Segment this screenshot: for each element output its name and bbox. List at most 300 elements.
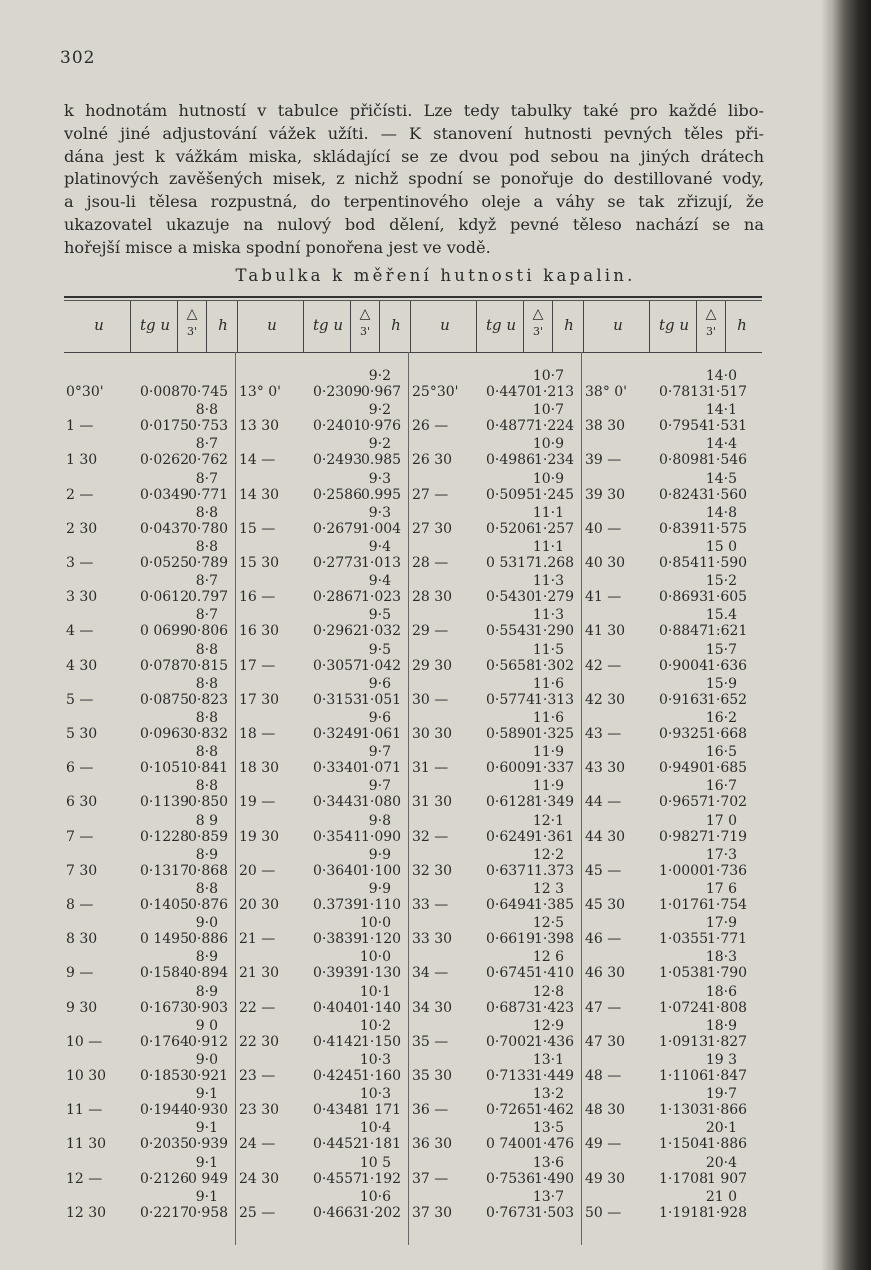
difference-value: 17·3 [705, 846, 737, 863]
difference-value: 9·3 [368, 470, 391, 487]
difference-value: 15 0 [705, 539, 737, 555]
angle-u: 17 30 [239, 691, 280, 708]
density-h: 1·160 [361, 1068, 402, 1084]
tangent-value: 1·0913 [659, 1033, 708, 1050]
tangent-value: 0·5658 [486, 657, 535, 674]
angle-u: 7 — [66, 828, 94, 845]
tangent-value: 0·0262 [140, 452, 189, 469]
density-h: 1·061 [361, 726, 402, 742]
difference-value: 8 9 [195, 812, 218, 829]
tangent-value: 0·2035 [140, 1136, 189, 1153]
density-h: 0·832 [188, 726, 229, 742]
tangent-value: 0·2586 [313, 486, 362, 503]
density-h: 1·100 [361, 862, 402, 879]
density-h: 0·967 [361, 384, 402, 400]
density-h: 1·771 [707, 931, 748, 948]
tangent-value: 0·7954 [659, 418, 708, 435]
angle-u: 37 — [412, 1170, 449, 1187]
density-h: 1·051 [361, 691, 402, 708]
header-u: u [94, 316, 104, 334]
tangent-value: 0·3939 [313, 965, 362, 982]
difference-value: 12·9 [532, 1017, 564, 1034]
difference-value: 10·3 [359, 1086, 391, 1103]
tangent-value: 0·3153 [313, 691, 362, 708]
tangent-value: 0·1584 [140, 965, 189, 982]
angle-u: 0°30' [66, 384, 104, 400]
tangent-value: 0·4142 [313, 1033, 362, 1050]
density-h: 1·605 [707, 589, 748, 606]
angle-u: 46 — [585, 931, 622, 948]
difference-value: 11·3 [532, 607, 564, 624]
difference-value: 14·4 [705, 436, 737, 453]
density-h: 1·476 [534, 1136, 575, 1153]
angle-u: 26 30 [412, 452, 453, 469]
density-h: 1 171 [361, 1102, 402, 1119]
density-h: 0·745 [188, 384, 229, 400]
tangent-value: 0·6249 [486, 828, 535, 845]
header-delta [523, 306, 553, 350]
angle-u: 41 — [585, 589, 622, 606]
tangent-value: 0·5206 [486, 520, 535, 537]
density-h: 1·754 [707, 897, 748, 913]
difference-value: 9·0 [195, 1052, 218, 1068]
tangent-value: 1·1918 [659, 1204, 708, 1221]
angle-u: 36 30 [412, 1136, 453, 1153]
difference-value: 10·9 [532, 470, 564, 487]
header-tgu: tg u [485, 316, 517, 334]
difference-value: 9·7 [368, 778, 391, 795]
density-h: 0·850 [188, 794, 229, 811]
header-delta [350, 306, 380, 350]
difference-value: 8·8 [195, 641, 218, 658]
angle-u: 33 — [412, 897, 449, 913]
angle-u: 44 30 [585, 828, 626, 845]
density-h: 1·181 [361, 1136, 402, 1153]
density-h: 0·859 [188, 828, 229, 845]
angle-u: 20 30 [239, 897, 280, 913]
angle-u: 11 30 [66, 1136, 107, 1153]
tangent-value: 0 7400 [486, 1136, 535, 1153]
header-column-divider [649, 301, 650, 352]
density-h: 1·385 [534, 897, 575, 913]
difference-value: 9·9 [368, 846, 391, 863]
angle-u: 15 30 [239, 555, 280, 571]
tangent-value: 0·6494 [486, 897, 535, 913]
difference-value: 9·5 [368, 607, 391, 624]
angle-u: 3 — [66, 555, 94, 571]
tangent-value: 0·1139 [140, 794, 189, 811]
difference-value: 20·1 [705, 1120, 737, 1137]
difference-value: 9·4 [368, 573, 391, 590]
angle-u: 25 — [239, 1204, 276, 1221]
angle-u: 11 — [66, 1102, 103, 1119]
difference-value: 9·6 [368, 710, 391, 726]
difference-value: 19·7 [705, 1086, 737, 1103]
header-column-divider [303, 301, 304, 352]
difference-value: 9·2 [368, 368, 391, 384]
tangent-value: 0 0699 [140, 623, 189, 640]
delta-symbol: △ [705, 306, 717, 322]
tangent-value: 0·3839 [313, 931, 362, 948]
tangent-value: 0·0525 [140, 555, 189, 571]
tangent-value: 1·1504 [659, 1136, 708, 1153]
density-h: 0·921 [188, 1068, 229, 1084]
angle-u: 12 — [66, 1170, 103, 1187]
difference-value: 13·6 [532, 1154, 564, 1171]
angle-u: 2 — [66, 486, 94, 503]
density-h: 0·876 [188, 897, 229, 913]
paragraph-line: k hodnotám hutností v tabulce přičísti. Lze tedy tabulky také pro každé libo- [64, 101, 764, 120]
angle-u: 5 30 [66, 726, 98, 742]
tangent-value: 1·1106 [659, 1068, 708, 1084]
difference-value: 19 3 [705, 1052, 737, 1068]
density-h: 1·866 [707, 1102, 748, 1119]
tangent-value: 0·1405 [140, 897, 189, 913]
difference-value: 15·7 [705, 641, 737, 658]
difference-value: 8·8 [195, 675, 218, 692]
density-h: 1·886 [707, 1136, 748, 1153]
tangent-value: 0·7813 [659, 384, 708, 400]
density-h: 1·337 [534, 760, 575, 777]
difference-value: 13·7 [532, 1188, 564, 1205]
difference-value: 13·2 [532, 1086, 564, 1103]
density-h: 1:621 [707, 623, 748, 640]
tangent-value: 0·9657 [659, 794, 708, 811]
angle-u: 47 30 [585, 1033, 626, 1050]
angle-u: 33 30 [412, 931, 453, 948]
density-h: 1·652 [707, 691, 748, 708]
difference-value: 9·2 [368, 436, 391, 453]
angle-u: 27 30 [412, 520, 453, 537]
angle-u: 50 — [585, 1204, 622, 1221]
difference-value: 13·5 [532, 1120, 564, 1137]
table-top-rule-thin [64, 300, 762, 301]
density-h: 1.373 [534, 862, 575, 879]
header-column-divider [476, 301, 477, 352]
tangent-value: 1·0000 [659, 862, 708, 879]
angle-u: 17 — [239, 657, 276, 674]
header-column-divider [130, 301, 131, 352]
density-h: 1·349 [534, 794, 575, 811]
angle-u: 35 — [412, 1033, 449, 1050]
density-h: 1·257 [534, 520, 575, 537]
density-h: 1·023 [361, 589, 402, 606]
difference-value: 12 3 [532, 881, 564, 897]
angle-u: 12 30 [66, 1204, 107, 1221]
angle-u: 29 30 [412, 657, 453, 674]
tangent-value: 0·4040 [313, 999, 362, 1016]
density-h: 1·790 [707, 965, 748, 982]
angle-u: 1 30 [66, 452, 98, 469]
tangent-value: 1·0176 [659, 897, 708, 913]
density-h: 1·436 [534, 1033, 575, 1050]
density-h: 0·771 [188, 486, 229, 503]
angle-u: 30 30 [412, 726, 453, 742]
density-h: 1·090 [361, 828, 402, 845]
delta-symbol: △ [359, 306, 371, 322]
angle-u: 19 — [239, 794, 276, 811]
header-group-divider [410, 301, 411, 352]
difference-value: 8·8 [195, 778, 218, 795]
difference-value: 13·1 [532, 1052, 564, 1068]
difference-value: 14·0 [705, 368, 737, 384]
angle-u: 16 — [239, 589, 276, 606]
difference-value: 20·4 [705, 1154, 737, 1171]
tangent-value: 0·2126 [140, 1170, 189, 1187]
paragraph-line: platinových zavěšených misek, z nichž spodní se ponořuje do destillované vody, [64, 169, 764, 189]
difference-value: 8·9 [195, 846, 218, 863]
angle-u: 45 30 [585, 897, 626, 913]
density-h: 1·928 [707, 1204, 748, 1221]
tangent-value: 0·9325 [659, 726, 708, 742]
table-header-rule [64, 352, 762, 353]
difference-value: 14·1 [705, 402, 737, 419]
density-h: 0·886 [188, 931, 229, 948]
difference-value: 10·2 [359, 1017, 391, 1034]
tangent-value: 0·6371 [486, 862, 535, 879]
difference-value: 14·5 [705, 470, 737, 487]
tangent-value: 0·3541 [313, 828, 362, 845]
tangent-value: 0·8391 [659, 520, 708, 537]
tangent-value: 0·8847 [659, 623, 708, 640]
paragraph-line: a jsou-li tělesa rozpustná, do terpentinového oleje a váhy se tak zřizují, že [64, 192, 764, 212]
difference-value: 9·7 [368, 744, 391, 761]
angle-u: 49 30 [585, 1170, 626, 1187]
difference-value: 10·9 [532, 436, 564, 453]
tangent-value: 0 5317 [486, 555, 535, 571]
tangent-value: 1·0355 [659, 931, 708, 948]
density-h: 1·361 [534, 828, 575, 845]
density-h: 1·325 [534, 726, 575, 742]
tangent-value: 0·3057 [313, 657, 362, 674]
difference-value: 11·3 [532, 573, 564, 590]
tangent-value: 0·4348 [313, 1102, 362, 1119]
angle-u: 19 30 [239, 828, 280, 845]
tangent-value: 0·6619 [486, 931, 535, 948]
paragraph-line: dána jest k vážkám miska, skládající se ze dvou pod sebou na jiných drátech [64, 146, 764, 166]
tangent-value: 0·5543 [486, 623, 535, 640]
angle-u: 14 — [239, 452, 276, 469]
angle-u: 26 — [412, 418, 449, 435]
tangent-value: 0·4877 [486, 418, 535, 435]
tangent-value: 0·9163 [659, 691, 708, 708]
difference-value: 11·6 [532, 710, 564, 726]
density-h: 1·120 [361, 931, 402, 948]
header-tgu: tg u [312, 316, 344, 334]
angle-u: 18 — [239, 726, 276, 742]
tangent-value: 0·7265 [486, 1102, 535, 1119]
angle-u: 25°30' [412, 384, 459, 400]
tangent-value: 0·3340 [313, 760, 362, 777]
difference-value: 8·9 [195, 983, 218, 1000]
tangent-value: 0·0875 [140, 691, 189, 708]
tangent-value: 0·2401 [313, 418, 362, 435]
density-h: 0·780 [188, 520, 229, 537]
difference-value: 9·1 [195, 1086, 218, 1103]
angle-u: 32 — [412, 828, 449, 845]
tangent-value: 0·0787 [140, 657, 189, 674]
difference-value: 11·1 [532, 539, 564, 555]
tangent-value: 0·0349 [140, 486, 189, 503]
angle-u: 43 — [585, 726, 622, 742]
angle-u: 6 — [66, 760, 94, 777]
density-h: 1·503 [534, 1204, 575, 1221]
angle-u: 37 30 [412, 1204, 453, 1221]
header-tgu: tg u [658, 316, 690, 334]
difference-value: 8·7 [195, 470, 218, 487]
angle-u: 21 — [239, 931, 276, 948]
angle-u: 44 — [585, 794, 622, 811]
difference-value: 9·0 [195, 915, 218, 932]
angle-u: 13° 0' [239, 384, 282, 400]
density-h: 1·531 [707, 418, 748, 435]
paragraph-line: hořejší misce a miska spodní ponořena jest ve vodě. [64, 237, 491, 257]
tangent-value: 0·2217 [140, 1204, 189, 1221]
density-h: 1 907 [707, 1170, 748, 1187]
angle-u: 21 30 [239, 965, 280, 982]
paragraph-line: volné jiné adjustování vážek užíti. — K stanovení hutnosti pevných těles při- [64, 123, 764, 143]
angle-u: 35 30 [412, 1068, 453, 1084]
difference-value: 9·8 [368, 812, 391, 829]
angle-u: 4 — [66, 623, 94, 640]
density-h: 1·423 [534, 999, 575, 1016]
difference-value: 9·3 [368, 504, 391, 521]
density-h: 0·903 [188, 999, 229, 1016]
header-delta [696, 306, 726, 350]
angle-u: 15 — [239, 520, 276, 537]
density-h: 1·517 [707, 384, 748, 400]
difference-value: 14·8 [705, 504, 737, 521]
density-h: 1·140 [361, 999, 402, 1016]
tangent-value: 0·2493 [313, 452, 362, 469]
tangent-value: 0·7673 [486, 1204, 535, 1221]
density-h: 1·736 [707, 862, 748, 879]
angle-u: 18 30 [239, 760, 280, 777]
difference-value: 16·7 [705, 778, 737, 795]
difference-value: 9 0 [195, 1017, 218, 1034]
difference-value: 9·6 [368, 675, 391, 692]
difference-value: 8·9 [195, 949, 218, 966]
angle-u: 13 30 [239, 418, 280, 435]
angle-u: 31 30 [412, 794, 453, 811]
density-h: 0·894 [188, 965, 229, 982]
density-h: 1·202 [361, 1204, 402, 1221]
header-h: h [391, 316, 401, 334]
difference-value: 12·5 [532, 915, 564, 932]
angle-u: 24 30 [239, 1170, 280, 1187]
density-h: 1·150 [361, 1033, 402, 1050]
difference-value: 8·8 [195, 402, 218, 419]
difference-value: 8·8 [195, 881, 218, 897]
density-h: 1·847 [707, 1068, 748, 1084]
difference-value: 11·5 [532, 641, 564, 658]
difference-value: 18·9 [705, 1017, 737, 1034]
tangent-value: 0·6745 [486, 965, 535, 982]
difference-value: 10·1 [359, 983, 391, 1000]
paragraph-line: ukazovatel ukazuje na nulový bod dělení, když pevné těleso nachází se na [64, 214, 764, 234]
angle-u: 9 30 [66, 999, 98, 1016]
delta-subscript: 3' [359, 325, 371, 338]
tangent-value: 0·1051 [140, 760, 189, 777]
body-group-divider [235, 352, 236, 1245]
density-h: 1·590 [707, 555, 748, 571]
tangent-value: 0·1853 [140, 1068, 189, 1084]
tangent-value: 0·2679 [313, 520, 362, 537]
density-h: 0.797 [188, 589, 229, 606]
difference-value: 12·8 [532, 983, 564, 1000]
density-h: 1·234 [534, 452, 575, 469]
difference-value: 15.4 [705, 607, 737, 624]
density-h: 0·958 [188, 1204, 229, 1221]
density-h: 1.268 [534, 555, 575, 571]
difference-value: 10·3 [359, 1052, 391, 1068]
density-h: 0·868 [188, 862, 229, 879]
difference-value: 10 5 [359, 1154, 391, 1171]
tangent-value: 0·3249 [313, 726, 362, 742]
difference-value: 8·8 [195, 539, 218, 555]
difference-value: 10·6 [359, 1188, 391, 1205]
tangent-value: 0·0963 [140, 726, 189, 742]
difference-value: 16·2 [705, 710, 737, 726]
tangent-value: 0·2867 [313, 589, 362, 606]
density-h: 1·827 [707, 1033, 748, 1050]
angle-u: 4 30 [66, 657, 98, 674]
delta-subscript: 3' [532, 325, 544, 338]
tangent-value: 0·0612 [140, 589, 189, 606]
density-h: 1·013 [361, 555, 402, 571]
difference-value: 12 6 [532, 949, 564, 966]
body-paragraph [64, 100, 764, 260]
tangent-value: 1·0538 [659, 965, 708, 982]
header-u: u [267, 316, 277, 334]
angle-u: 10 — [66, 1033, 103, 1050]
density-h: 1·668 [707, 726, 748, 742]
angle-u: 29 — [412, 623, 449, 640]
density-h: 1·042 [361, 657, 402, 674]
angle-u: 42 30 [585, 691, 626, 708]
angle-u: 10 30 [66, 1068, 107, 1084]
angle-u: 40 — [585, 520, 622, 537]
tangent-value: 0·5890 [486, 726, 535, 742]
table-top-rule [64, 296, 762, 298]
density-h: 0·753 [188, 418, 229, 435]
angle-u: 48 — [585, 1068, 622, 1084]
delta-subscript: 3' [705, 325, 717, 338]
angle-u: 30 — [412, 691, 449, 708]
tangent-value: 0·1317 [140, 862, 189, 879]
difference-value: 21 0 [705, 1188, 737, 1205]
difference-value: 10·0 [359, 915, 391, 932]
header-group-divider [583, 301, 584, 352]
angle-u: 49 — [585, 1136, 622, 1153]
header-h: h [218, 316, 228, 334]
difference-value: 15·9 [705, 675, 737, 692]
difference-value: 10·7 [532, 402, 564, 419]
difference-value: 8·7 [195, 607, 218, 624]
tangent-value: 0·0175 [140, 418, 189, 435]
difference-value: 17·9 [705, 915, 737, 932]
density-h: 1·302 [534, 657, 575, 674]
tangent-value: 0·4663 [313, 1204, 362, 1221]
density-h: 0 949 [188, 1170, 229, 1187]
difference-value: 11·9 [532, 744, 564, 761]
difference-value: 12·1 [532, 812, 564, 829]
difference-value: 18·6 [705, 983, 737, 1000]
angle-u: 41 30 [585, 623, 626, 640]
density-h: 1·719 [707, 828, 748, 845]
density-h: 0·930 [188, 1102, 229, 1119]
difference-value: 9·1 [195, 1120, 218, 1137]
